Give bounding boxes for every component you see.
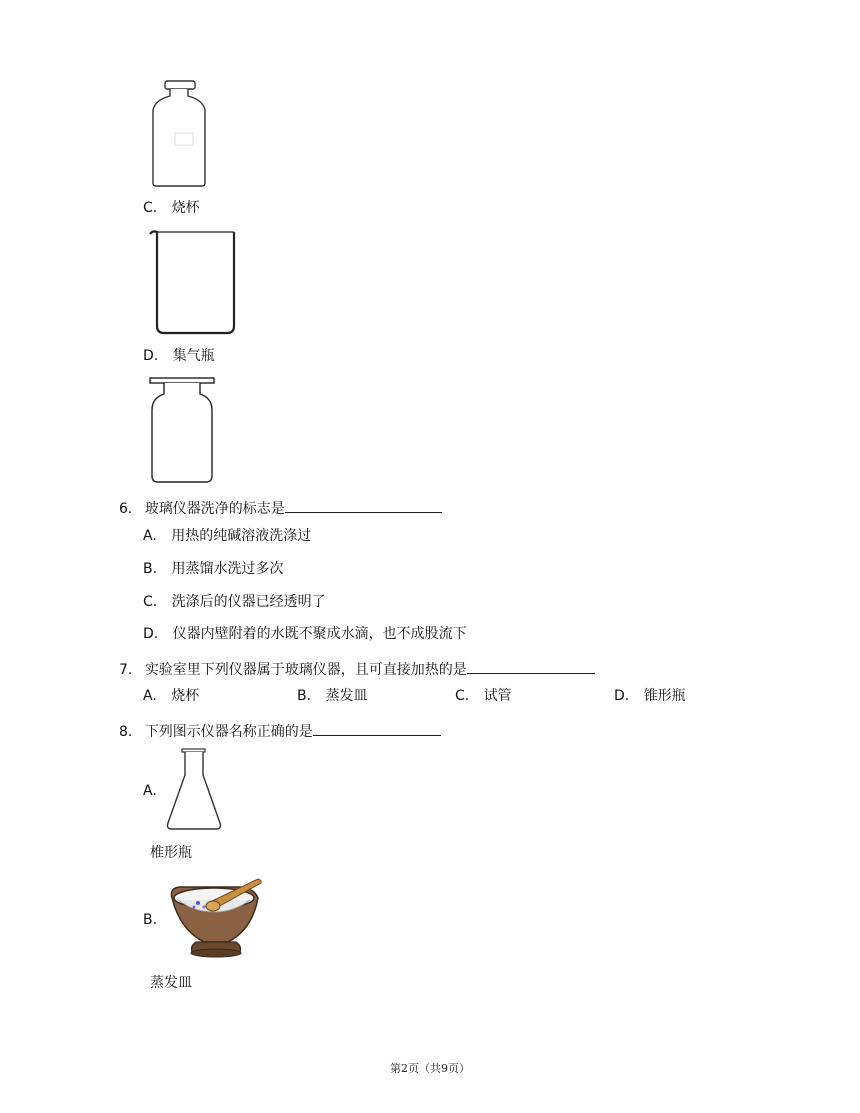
q7-option-b: [297, 686, 368, 706]
option-text: 仪器内壁附着的水既不聚成水滴，也不成股流下: [172, 626, 467, 642]
question-stem: 实验室里下列仪器属于玻璃仪器，且可直接加热的是: [144, 662, 467, 678]
option-d: [143, 346, 215, 366]
question-7: [119, 658, 595, 680]
q7-option-c: [455, 686, 512, 706]
option-text: 试管: [483, 688, 512, 704]
question-number: 7.: [119, 662, 133, 678]
q6-option-c: [143, 592, 326, 612]
q6-option-b: [143, 559, 284, 579]
question-stem: 下列图示仪器名称正确的是: [144, 724, 313, 740]
option-text: 用热的纯碱溶液洗涤过: [171, 528, 312, 544]
answer-blank[interactable]: [467, 658, 595, 674]
beaker-illustration: [145, 226, 240, 338]
answer-blank[interactable]: [313, 720, 441, 736]
option-letter: B.: [297, 688, 312, 704]
q6-option-a: [143, 526, 311, 546]
gas-collection-bottle-illustration: [148, 376, 216, 486]
option-letter: D.: [143, 348, 159, 364]
conical-flask-illustration: [165, 748, 223, 833]
option-letter: A.: [143, 528, 157, 544]
option-text: 蒸发皿: [325, 688, 368, 704]
page-footer: 第2页（共9页）: [390, 1062, 470, 1075]
q8-option-a-caption: 椎形瓶: [150, 845, 192, 861]
answer-blank[interactable]: [285, 497, 442, 513]
q8-option-a-letter: A.: [143, 783, 157, 799]
option-text: 锥形瓶: [643, 688, 686, 704]
option-letter: A.: [143, 688, 157, 704]
q7-option-d: [614, 686, 686, 706]
question-number: 6.: [119, 501, 133, 517]
option-text: 烧杯: [171, 688, 200, 704]
q8-option-b-caption: 蒸发皿: [150, 975, 192, 991]
question-number: 8.: [119, 724, 133, 740]
q6-option-d: [143, 624, 467, 644]
option-letter: C.: [143, 200, 158, 216]
reagent-bottle-illustration: [145, 78, 215, 190]
option-letter: C.: [143, 594, 158, 610]
option-text: 洗涤后的仪器已经透明了: [171, 594, 326, 610]
q8-option-b-letter: B.: [143, 912, 158, 928]
option-text: 用蒸馏水洗过多次: [171, 561, 284, 577]
option-text: 烧杯: [171, 200, 200, 216]
option-letter: C.: [455, 688, 470, 704]
mortar-pestle-illustration: [166, 876, 266, 960]
option-letter: D.: [614, 688, 630, 704]
option-text: 集气瓶: [172, 348, 215, 364]
q7-option-a: [143, 686, 199, 706]
option-letter: D.: [143, 626, 159, 642]
option-c: [143, 198, 200, 218]
question-8: [119, 720, 441, 742]
option-letter: B.: [143, 561, 158, 577]
question-stem: 玻璃仪器洗净的标志是: [144, 501, 285, 517]
question-6: [119, 497, 442, 519]
